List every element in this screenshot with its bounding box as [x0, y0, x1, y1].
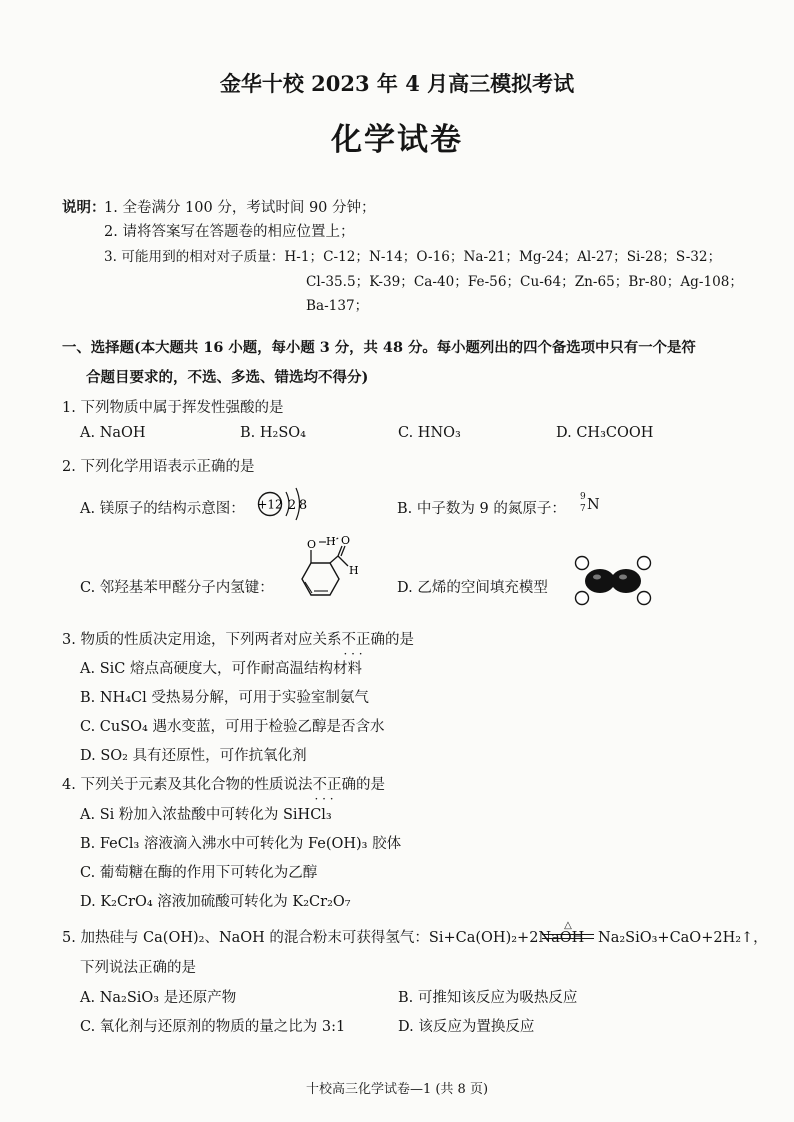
- isotope-atomic-number: 7: [580, 504, 586, 514]
- note-3-line1: 3. 可能用到的相对对子质量：H-1；C-12；N-14；O-16；Na-21；Mg-24；Al-27；Si-28；S-32；: [104, 249, 722, 265]
- q4-stem-emphasis: 不正确 · · ·: [312, 777, 356, 793]
- q4-stem: [62, 773, 385, 794]
- q1-option-b: B. H₂SO₄: [240, 425, 306, 441]
- q5-option-d: D. 该反应为置换反应: [398, 1019, 535, 1035]
- isotope-symbol: N: [587, 497, 600, 513]
- note-1: 1. 全卷满分 100 分，考试时间 90 分钟；: [104, 200, 376, 216]
- exam-title: 金华十校 2023 年 4 月高三模拟考试: [219, 71, 575, 96]
- q3-option-c: C. CuSO₄ 遇水变蓝，可用于检验乙醇是否含水: [80, 719, 385, 735]
- mg-nucleus-label: +12: [257, 497, 283, 512]
- equals-line-top: [542, 934, 594, 935]
- q5-option-c: C. 氧化剂与还原剂的物质的量之比为 3:1: [80, 1019, 346, 1035]
- q4-option-c: C. 葡萄糖在酶的作用下可转化为乙醇: [80, 865, 318, 881]
- q3-option-d: D. SO₂ 具有还原性，可作抗氧化剂: [80, 748, 307, 764]
- section-1-line1: 一、选择题(本大题共 16 小题，每小题 3 分，共 48 分。每小题列出的四个备选项中只有一个是符: [62, 339, 696, 356]
- hydroxyl-hydrogen-label: H: [326, 535, 336, 548]
- q5-products: Na₂SiO₃+CaO+2H₂↑，: [598, 930, 768, 946]
- mg-atom-structure-diagram: [256, 486, 308, 522]
- ethylene-space-filling-model: [570, 553, 656, 609]
- q2-option-b: B. 中子数为 9 的氮原子：: [397, 501, 566, 517]
- q5-option-b: B. 可推知该反应为吸热反应: [398, 990, 578, 1006]
- q3-stem-emphasis: 不正确 · · ·: [341, 632, 385, 648]
- q4-option-d: D. K₂CrO₄ 溶液加硫酸可转化为 K₂Cr₂O₇: [80, 894, 351, 910]
- q2-stem: 2. 下列化学用语表示正确的是: [62, 459, 255, 475]
- section-1-line2: 合题目要求的，不选、多选、错选均不得分): [86, 369, 369, 386]
- note-3-line2: Cl-35.5；K-39；Ca-40；Fe-56；Cu-64；Zn-65；Br-80；Ag-108；: [306, 274, 744, 290]
- aldehyde-hydrogen-label: H: [349, 564, 359, 577]
- q4-option-b: B. FeCl₃ 溶液滴入沸水中可转化为 Fe(OH)₃ 胶体: [80, 836, 402, 852]
- note-2: 2. 请将答案写在答题卷的相应位置上；: [104, 224, 355, 240]
- q1-option-c: C. HNO₃: [398, 425, 461, 441]
- notes-label: 说明：: [62, 199, 106, 216]
- isotope-mass-number: 9: [580, 492, 586, 502]
- q5-stem-line1: 5. 加热硅与 Ca(OH)₂、NaOH 的混合粉末可获得氢气：Si+Ca(OH)₂+2NaOH: [62, 930, 585, 946]
- carbonyl-oxygen-label: O: [341, 534, 351, 547]
- q3-option-a: A. SiC 熔点高硬度大，可作耐高温结构材料: [80, 661, 362, 677]
- q3-stem-post: 的是: [384, 632, 414, 648]
- subject-title: 化学试卷: [331, 122, 463, 158]
- q3-option-b: B. NH₄Cl 受热易分解，可用于实验室制氨气: [80, 690, 369, 706]
- q1-stem: 1. 下列物质中属于挥发性强酸的是: [62, 400, 284, 416]
- heating-condition-label: △: [564, 920, 572, 931]
- mg-shell-2-count: 8: [298, 498, 308, 513]
- q2-option-c: C. 邻羟基苯甲醛分子内氢键：: [80, 580, 274, 596]
- q1-option-d: D. CH₃COOH: [556, 425, 654, 441]
- mg-shell-1-count: 2: [287, 498, 297, 513]
- q4-stem-pre: 4. 下列关于元素及其化合物的性质说法: [62, 777, 313, 793]
- q4-option-a: A. Si 粉加入浓盐酸中可转化为 SiHCl₃: [80, 807, 332, 823]
- page-footer: 十校高三化学试卷—1 (共 8 页): [305, 1082, 489, 1097]
- equals-line-bottom: [542, 938, 594, 939]
- q5-stem-line2: 下列说法正确的是: [80, 960, 196, 976]
- q3-stem-pre: 3. 物质的性质决定用途，下列两者对应关系: [62, 632, 342, 648]
- note-3-line3: Ba-137；: [306, 298, 369, 314]
- q1-option-a: A. NaOH: [80, 425, 146, 441]
- nitrogen-isotope-notation: [580, 492, 602, 516]
- q2-option-a: A. 镁原子的结构示意图：: [80, 501, 245, 517]
- q2-option-d: D. 乙烯的空间填充模型: [397, 580, 548, 596]
- reaction-arrow-heating: [540, 920, 596, 944]
- o-hydroxybenzaldehyde-structure: [290, 532, 380, 612]
- q5-option-a: A. Na₂SiO₃ 是还原产物: [80, 990, 237, 1006]
- q3-stem: [62, 628, 414, 649]
- q4-stem-post: 的是: [355, 777, 385, 793]
- hydroxyl-oxygen-label: O: [307, 538, 317, 551]
